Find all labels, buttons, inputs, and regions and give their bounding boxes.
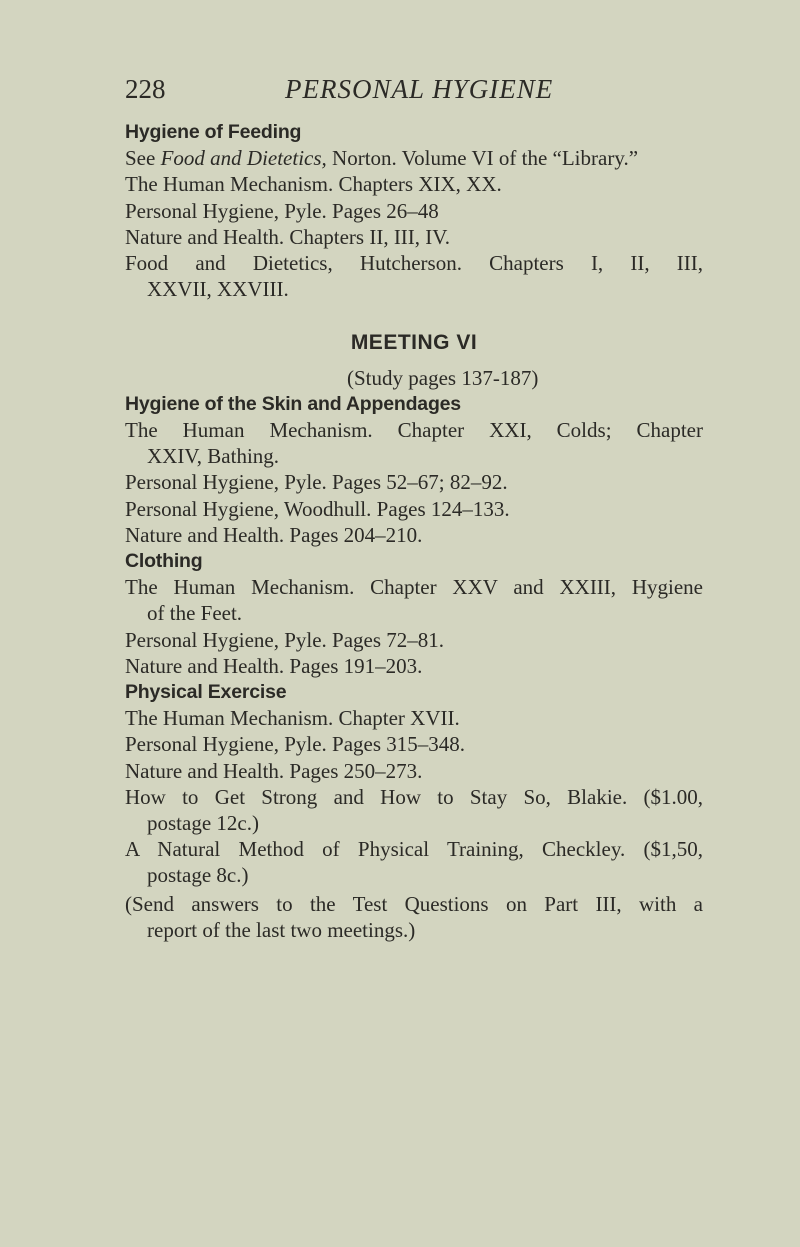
- running-title: PERSONAL HYGIENE: [285, 74, 554, 104]
- reference-line: Food and Dietetics, Hutcherson. Chapters I, II, III,: [125, 251, 703, 276]
- page-number: 228: [125, 74, 166, 104]
- reference-line-continued: of the Feet.: [147, 601, 243, 626]
- see-title: Food and Dietetics,: [160, 146, 327, 171]
- reference-line: Personal Hygiene, Pyle. Pages 26–48: [125, 198, 439, 223]
- reference-see-food-dietetics: [125, 145, 703, 171]
- page-header: [125, 74, 685, 108]
- reference-line: Personal Hygiene, Woodhull. Pages 124–133.: [125, 496, 510, 521]
- section-heading-skin: Hygiene of the Skin and Appendages: [125, 392, 461, 415]
- meeting-title: MEETING VI: [350, 331, 478, 355]
- reference-line: How to Get Strong and How to Stay So, Blakie. ($1.00,: [125, 784, 703, 809]
- section-heading-clothing: Clothing: [125, 550, 203, 573]
- reference-line-continued: XXIV, Bathing.: [147, 444, 280, 469]
- see-rest: Norton. Volume VI of the “Library.”: [326, 146, 639, 171]
- section-heading-feeding: Hygiene of Feeding: [125, 121, 302, 143]
- reference-line: Nature and Health. Pages 204–210.: [125, 522, 423, 547]
- page-body: [125, 119, 703, 943]
- reference-line-continued: XXVII, XXVIII.: [147, 277, 289, 302]
- section-heading-exercise: Physical Exercise: [125, 681, 287, 704]
- reference-line: The Human Mechanism. Chapters XIX, XX.: [125, 172, 502, 197]
- study-pages: (Study pages 137-187): [347, 365, 539, 390]
- send-instructions-continued: report of the last two meetings.): [147, 917, 416, 942]
- reference-line: The Human Mechanism. Chapter XVII.: [125, 706, 460, 731]
- reference-line: Nature and Health. Pages 191–203.: [125, 653, 423, 678]
- reference-line: The Human Mechanism. Chapter XXI, Colds; Chapter: [125, 418, 703, 443]
- reference-line-continued: postage 8c.): [147, 863, 249, 888]
- reference-line: Nature and Health. Chapters II, III, IV.: [125, 224, 450, 249]
- reference-line: A Natural Method of Physical Training, Checkley. ($1,50,: [125, 837, 703, 862]
- reference-line: Personal Hygiene, Pyle. Pages 52–67; 82–92.: [125, 470, 508, 495]
- reference-line: Personal Hygiene, Pyle. Pages 72–81.: [125, 627, 445, 652]
- send-instructions: (Send answers to the Test Questions on Part III, with a: [125, 891, 703, 916]
- see-prefix: See: [125, 146, 161, 171]
- reference-line: Nature and Health. Pages 250–273.: [125, 758, 423, 783]
- reference-line-continued: postage 12c.): [147, 811, 259, 836]
- reference-line: The Human Mechanism. Chapter XXV and XXIII, Hygiene: [125, 575, 703, 600]
- reference-line: Personal Hygiene, Pyle. Pages 315–348.: [125, 732, 466, 757]
